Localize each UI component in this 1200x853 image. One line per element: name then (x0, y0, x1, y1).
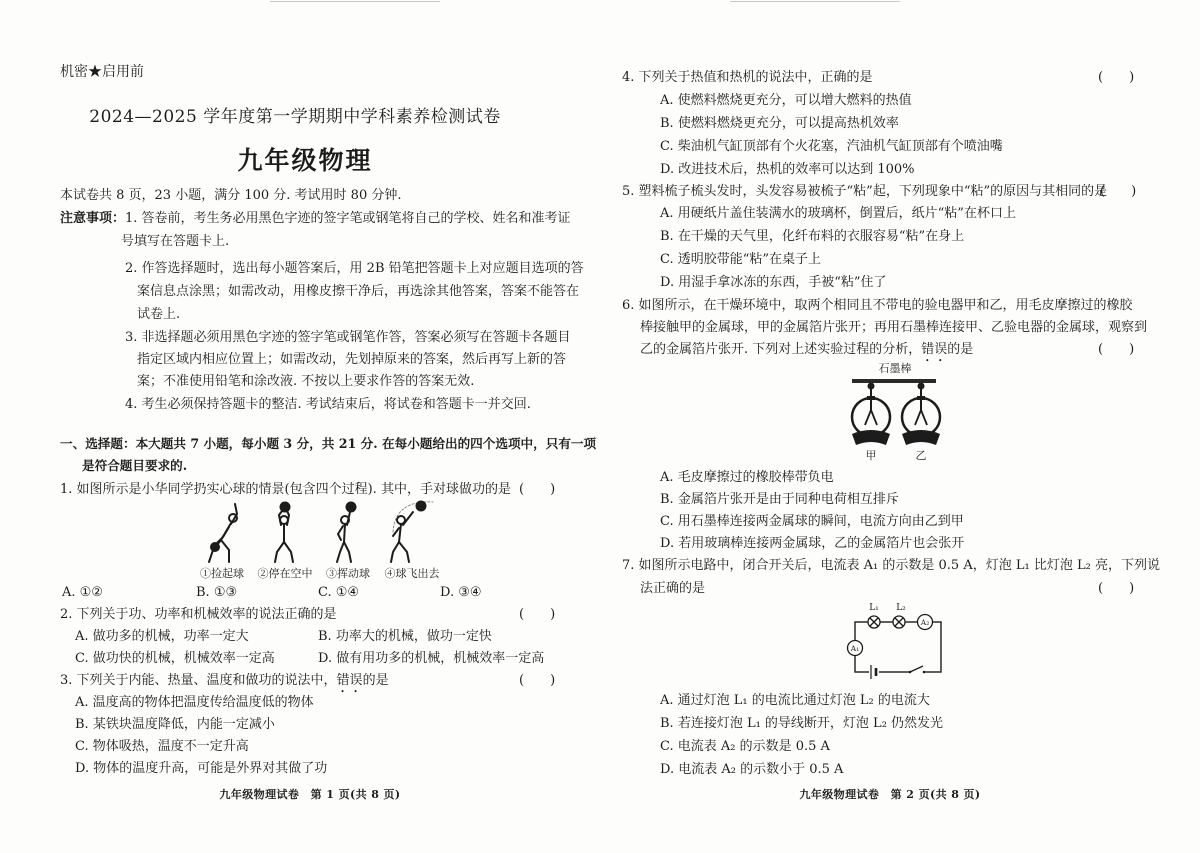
q6-stem-line-2: 棒接触甲的金属球，甲的金属箔片张开；再用石墨棒连接甲、乙验电器的金属球，观察到 (640, 320, 1148, 335)
q3-stem (60, 673, 389, 696)
lamp-l1 (868, 616, 880, 628)
q1-stem: 1. 如图所示是小华同学扔实心球的情景(包含四个过程). 其中，手对球做功的是 (60, 482, 511, 497)
q6-answer-blank: ( ) (1098, 342, 1135, 357)
q6-stem-line-1: 6. 如图所示，在干燥环境中，取两个相同且不带电的验电器甲和乙，用毛皮摩擦过的橡胶 (622, 298, 1133, 313)
exam-intro: 本试卷共 8 页，23 小题，满分 100 分. 考试用时 80 分钟. (60, 188, 402, 203)
q5-option-b: B. 在干燥的天气里，化纤布料的衣服容易“粘”在身上 (660, 229, 965, 244)
q1-figure-label-3: ③挥动球 (326, 567, 370, 580)
stick-figure-holding-ball-still (275, 503, 293, 563)
q6-rod-label: 石墨棒 (878, 362, 912, 375)
note-1-line-2: 号填写在答题卡上. (121, 234, 230, 249)
note-1-line-1: 1. 答卷前，考生务必用黑色字迹的签字笔或钢笔将自己的学校、姓名和准考证 (125, 211, 571, 226)
q4-option-d: D. 改进技术后，热机的效率可以达到 100% (660, 162, 915, 177)
q5-option-d: D. 用湿手拿冰冻的东西，手被“粘”住了 (660, 275, 887, 290)
q6-option-b: B. 金属箔片张开是由于同种电荷相互排斥 (660, 492, 899, 507)
q7-option-c: C. 电流表 A₂ 的示数是 0.5 A (660, 739, 830, 754)
q5-option-c: C. 透明胶带能“粘”在桌子上 (660, 252, 822, 267)
note-3-line-3: 案；不准使用铅笔和涂改液. 不按以上要求作答的答案无效. (137, 374, 475, 389)
notes-first-line (60, 211, 571, 227)
lamp-l1-label: L₁ (869, 603, 879, 613)
q7-figure-circuit (845, 598, 955, 684)
q3-option-c: C. 物体吸热，温度不一定升高 (75, 739, 249, 754)
q3-option-d: D. 物体的温度升高，可能是外界对其做了功 (75, 761, 328, 776)
q4-stem: 4. 下列关于热值和热机的说法中，正确的是 (622, 70, 873, 85)
stick-figure-swinging-ball (337, 503, 356, 563)
q1-figure-ball-throw (195, 498, 455, 566)
q7-stem-line-1: 7. 如图所示电路中，闭合开关后，电流表 A₁ 的示数是 0.5 A，灯泡 L₁ 比灯泡 L₂ 亮，下列说 (622, 558, 1160, 573)
q5-option-a: A. 用硬纸片盖住装满水的玻璃杯，倒置后，纸片“粘”在杯口上 (660, 206, 1016, 221)
q3-option-a: A. 温度高的物体把温度传给温度低的物体 (75, 695, 314, 710)
q1-answer-blank: ( ) (519, 482, 556, 497)
q2-option-d: D. 做有用功多的机械，机械效率一定高 (318, 651, 545, 666)
q3-answer-blank: ( ) (519, 673, 556, 688)
q2-option-c: C. 做功快的机械，机械效率一定高 (75, 651, 275, 666)
note-3-line-1: 3. 非选择题必须用黑色字迹的签字笔或钢笔作答，答案必须写在答题卡各题目 (125, 330, 571, 345)
note-2-line-3: 试卷上. (137, 307, 181, 322)
q1-figure-label-2: ②停在空中 (257, 567, 313, 580)
ammeter-a2-label: A₂ (920, 618, 930, 627)
q6-figure-electroscopes (840, 368, 950, 448)
q6-stem-emphasis: 错误 (921, 342, 948, 357)
notes-label: 注意事项： (60, 211, 126, 226)
q7-answer-blank: ( ) (1098, 581, 1135, 596)
q6-option-c: C. 用石墨棒连接两金属球的瞬间，电流方向由乙到甲 (660, 514, 964, 529)
q3-stem-text: 3. 下列关于内能、热量、温度和做功的说法中， (60, 673, 337, 688)
graphite-rod (852, 379, 936, 383)
exam-title: 2024—2025 学年度第一学期期中学科素养检测试卷 (89, 107, 501, 127)
q3-option-b: B. 某铁块温度降低，内能一定减小 (75, 717, 275, 732)
q1-option-a: A. ①② (62, 585, 103, 600)
q5-answer-blank: ( ) (1100, 184, 1137, 199)
scan-edge-line (730, 1, 900, 2)
q6-option-a: A. 毛皮摩擦过的橡胶棒带负电 (660, 470, 834, 485)
note-2-line-1: 2. 作答选择题时，选出每小题答案后，用 2B 铅笔把答题卡上对应题目选项的答 (125, 261, 584, 276)
q2-stem: 2. 下列关于功、功率和机械效率的说法正确的是 (60, 607, 337, 622)
page-2-footer: 九年级物理试卷 第 2 页(共 8 页) (799, 788, 981, 801)
q7-stem-line-2: 法正确的是 (640, 581, 706, 596)
ammeter-a1-label: A₁ (850, 644, 860, 653)
section-heading-line-1: 一、选择题：本大题共 7 小题，每小题 3 分，共 21 分. 在每小题给出的四个选项中，只有一项 (60, 436, 597, 451)
q1-figure-label-1: ①捡起球 (200, 567, 244, 580)
q6-option-d: D. 若用玻璃棒连接两金属球，乙的金属箔片也会张开 (660, 536, 965, 551)
q6-electroscope-yi-label: 乙 (915, 449, 927, 462)
scan-edge-line (270, 1, 440, 2)
stick-figure-ball-flying (391, 502, 433, 563)
electroscope-jia (852, 383, 890, 446)
subject-title: 九年级物理 (237, 146, 373, 175)
q1-option-c: C. ①④ (318, 585, 360, 600)
q4-option-b: B. 使燃料燃烧更充分，可以提高热机效率 (660, 116, 899, 131)
note-2-line-2: 案信息点涂黑；如需改动，用橡皮擦干净后，再选涂其他答案，答案不能答在 (137, 284, 580, 299)
q5-stem: 5. 塑料梳子梳头发时，头发容易被梳子“粘”起，下列现象中“粘”的原因与其相同的是 (622, 184, 1108, 199)
q7-option-b: B. 若连接灯泡 L₁ 的导线断开，灯泡 L₂ 仍然发光 (660, 716, 944, 731)
battery (869, 665, 879, 679)
ammeter-a1 (848, 641, 863, 656)
section-heading-line-2: 是符合题目要求的. (82, 458, 188, 473)
q2-option-b: B. 功率大的机械，做功一定快 (318, 629, 492, 644)
lamp-l2-label: L₂ (896, 603, 906, 613)
q3-stem-tail: 的是 (362, 673, 389, 688)
ammeter-a2 (918, 615, 933, 630)
q7-option-d: D. 电流表 A₂ 的示数小于 0.5 A (660, 762, 844, 777)
q1-option-b: B. ①③ (196, 585, 238, 600)
q4-answer-blank: ( ) (1098, 70, 1135, 85)
q2-answer-blank: ( ) (519, 607, 556, 622)
confidential-mark: 机密★启用前 (60, 64, 144, 80)
electroscope-yi (902, 383, 940, 446)
q3-stem-emphasis: 错误 (336, 673, 363, 688)
q1-option-d: D. ③④ (440, 585, 482, 600)
page-1-footer: 九年级物理试卷 第 1 页(共 8 页) (219, 788, 401, 801)
q6-electroscope-jia-label: 甲 (865, 449, 877, 462)
stick-figure-picking-up-ball (209, 504, 237, 562)
note-3-line-2: 指定区域内相应位置上；如需改动，先划掉原来的答案，然后再写上新的答 (137, 352, 567, 367)
q6-stem-tail: 的是 (947, 342, 974, 357)
switch (909, 666, 926, 674)
q4-option-a: A. 使燃料燃烧更充分，可以增大燃料的热值 (660, 93, 912, 108)
q7-option-a: A. 通过灯泡 L₁ 的电流比通过灯泡 L₂ 的电流大 (660, 693, 930, 708)
q4-option-c: C. 柴油机气缸顶部有个火花塞，汽油机气缸顶部有个喷油嘴 (660, 139, 1003, 154)
lamp-l2 (893, 616, 905, 628)
q1-figure-label-4: ④球飞出去 (384, 567, 440, 580)
note-4-line-1: 4. 考生必须保持答题卡的整洁. 考试结束后，将试卷和答题卡一并交回. (125, 397, 531, 412)
q6-stem-text: 乙的金属箔片张开. 下列对上述实验过程的分析， (640, 342, 922, 357)
q2-option-a: A. 做功多的机械，功率一定大 (75, 629, 249, 644)
